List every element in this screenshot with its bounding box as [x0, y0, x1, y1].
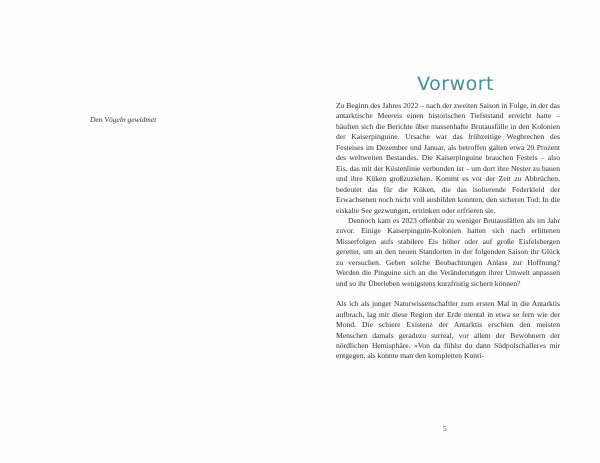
body-text [336, 101, 560, 362]
dedication: Den Vögeln gewidmet [90, 115, 157, 124]
paragraph-2: Dennoch kam es 2023 offenbar zu weniger Brutausfällen als im Jahr zuvor. Einige Kaiserpinguin-Kolonien hatten sich nach erlittenen Misserfolgen aufs stabilere Eis höher oder auf große Eisfelsbergen gerettet, um an den neuen Standorten in der folgenden Saison ihr Glück zu versuchen. Geben solche Beobachtungen Anlass zur Hoffnung? Werden die Pinguine sich an die Veränderungen ihrer Umwelt anpassen und so ihr Überleben wenigstens kurzfristig sichern können? [336, 215, 560, 288]
page-number: 5 [443, 424, 447, 433]
paragraph-3: Als ich als junger Naturwissenschaftler zum ersten Mal in die Antarktis aufbrach, lag mir diese Region der Erde mental in etwa so fern wie der Mond. Die schiere Existenz der Antarktis erschien den meisten Menschen damals geradezu surreal, vor allem der Bewohnern der nördlichen Hemisphäre. »Von da fühlst du dann Südpolschaller«s mir entgegen, als konnte man den kompletten Konti- [336, 299, 560, 361]
paragraph-1: Zu Beginn des Jahres 2022 – nach der zweiten Saison in Folge, in der das antarktische Meereis einen historischen Tiefststand erreicht hatte – häuften sich die Berichte über massenhafte Brutausfälle in den Kolonien der Kaiserpinguine. Ursache war das frühzeitige Wegbrechen des Festeises im Dezember und Januar, als betroffen galten etwa 20 Prozent des weltweiten Bestandes. Die Kaiserpinguine brauchen Festeis – also Eis, das mit der Küstenlinie verbunden ist – um dort ihre Nester zu bauen und ihre Küken großzuziehen. Kommt es vor der Zeit zu Abbrüchen, bedeutet das für die Küken, die das isolierende Federkleid der Erwachsenen noch nicht voll ausbilden konnten, den sicheren Tod: In die eiskalte See gezwungen, ertrinken oder erfrieren sie. [336, 101, 560, 215]
right-page [300, 0, 600, 463]
chapter-title: Vorwort [417, 72, 494, 95]
